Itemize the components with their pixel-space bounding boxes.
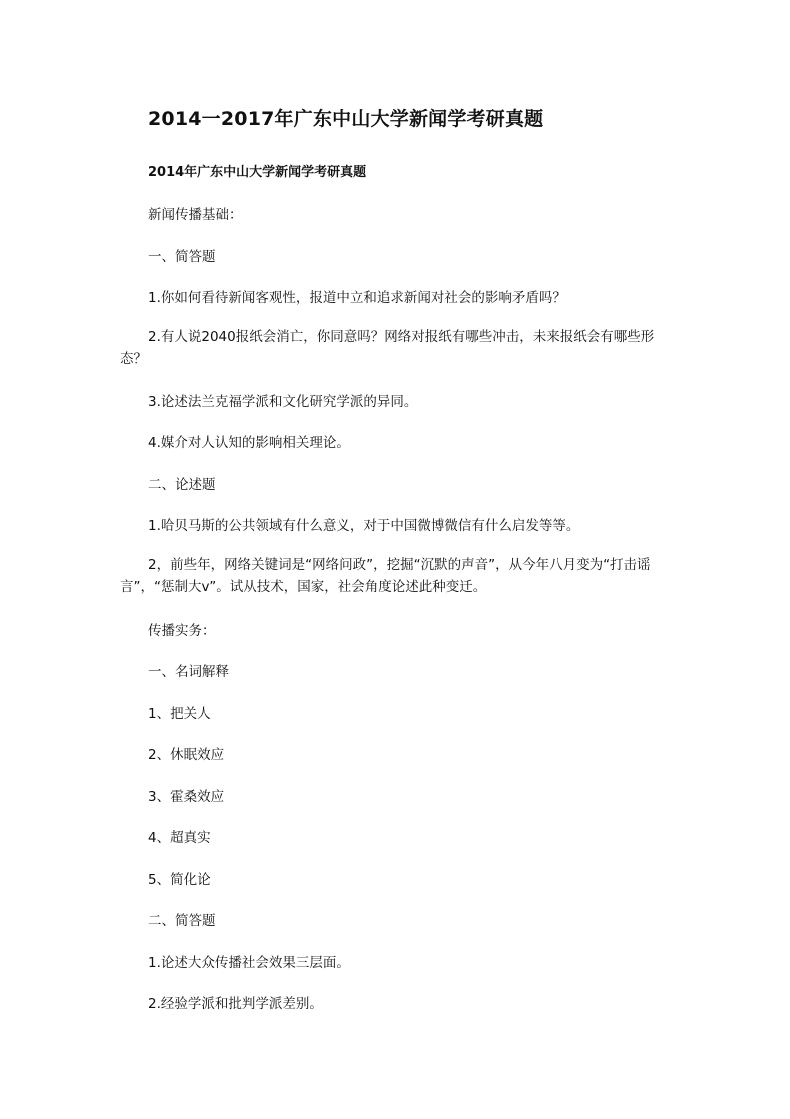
question-item: 3.论述法兰克福学派和文化研究学派的异同。 bbox=[148, 394, 418, 410]
document-subtitle: 2014年广东中山大学新闻学考研真题 bbox=[148, 165, 367, 180]
subsection-heading: 一、名词解释 bbox=[148, 664, 229, 680]
subsection-heading: 二、简答题 bbox=[148, 913, 216, 929]
question-item: 2.有人说2040报纸会消亡，你同意吗？网络对报纸有哪些冲击，未来报纸会有哪些形态？ bbox=[120, 329, 655, 367]
section-heading: 传播实务： bbox=[148, 623, 216, 639]
term-item: 4、超真实 bbox=[148, 830, 211, 846]
term-item: 5、简化论 bbox=[148, 872, 211, 888]
question-item: 1.哈贝马斯的公共领域有什么意义，对于中国微博微信有什么启发等等。 bbox=[148, 518, 580, 534]
question-item: 1.论述大众传播社会效果三层面。 bbox=[148, 955, 350, 971]
subsection-heading: 一、简答题 bbox=[148, 249, 216, 265]
term-item: 3、霍桑效应 bbox=[148, 789, 225, 805]
question-item: 2.经验学派和批判学派差别。 bbox=[148, 996, 323, 1012]
question-item: 4.媒介对人认知的影响相关理论。 bbox=[148, 435, 350, 451]
term-item: 1、把关人 bbox=[148, 706, 211, 722]
section-heading: 新闻传播基础： bbox=[148, 207, 243, 223]
subsection-heading: 二、论述题 bbox=[148, 477, 216, 493]
question-item: 2，前些年，网络关键词是“网络问政”，挖掘“沉默的声音”，从今年八月变为“打击谣言”，“惩制大v”。试从技术，国家，社会角度论述此种变迁。 bbox=[120, 557, 651, 595]
document-title: 2014一2017年广东中山大学新闻学考研真题 bbox=[148, 108, 544, 130]
question-item: 1.你如何看待新闻客观性，报道中立和追求新闻对社会的影响矛盾吗？ bbox=[148, 290, 566, 306]
term-item: 2、休眠效应 bbox=[148, 747, 225, 763]
